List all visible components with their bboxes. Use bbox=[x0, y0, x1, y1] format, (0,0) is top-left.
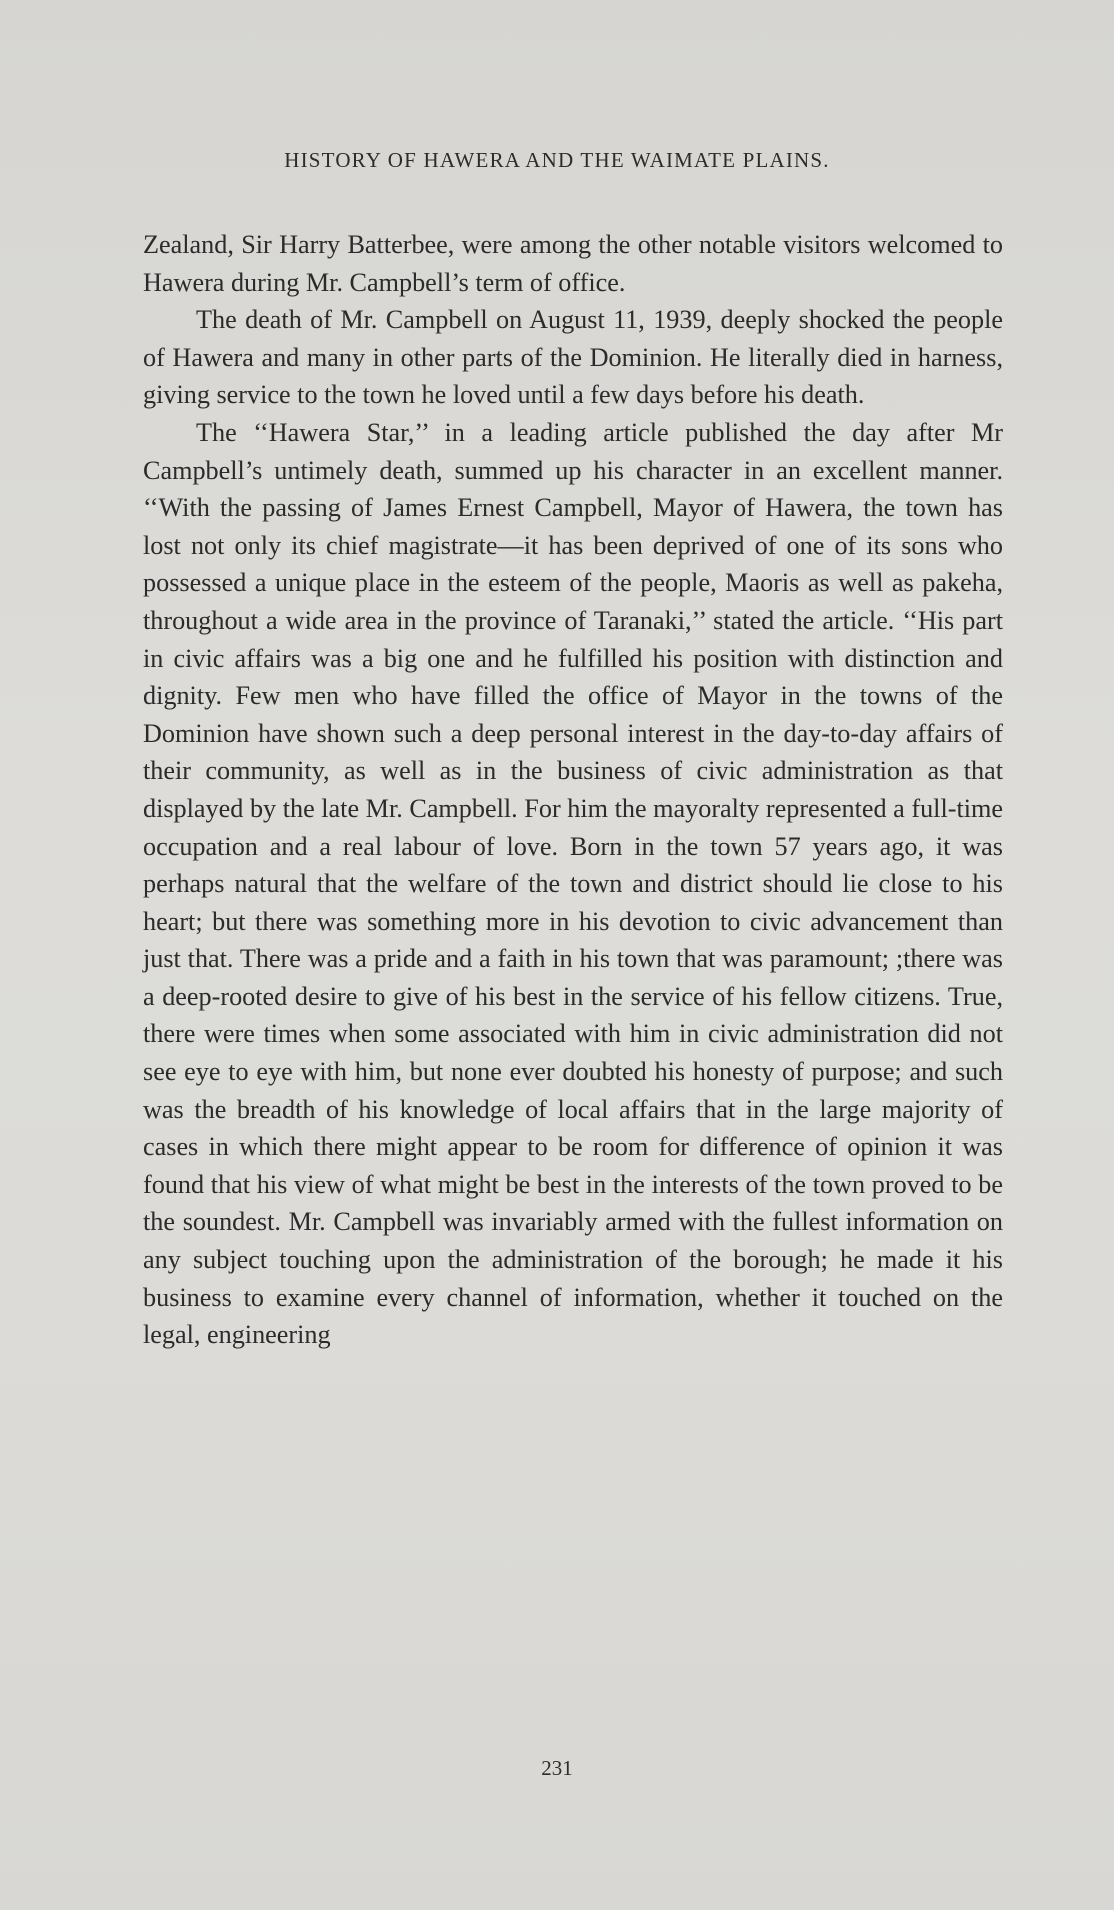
paragraph-hawera-star-tribute: The ‘‘Hawera Star,’’ in a leading article published the day after Mr Campbell’s untimely death, summed up his character in an excellent manner. ‘‘With the passing of James Ernest Campbell, Mayor of Hawera, the town has lost not only its chief magistrate—it has been deprived of one of its sons who possessed a unique place in the esteem of the people, Maoris as well as pakeha, throughout a wide area in the province of Taranaki,’’ stated the article. ‘‘His part in civic affairs was a big one and he fulfilled his position with distinction and dignity. Few men who have filled the office of Mayor in the towns of the Dominion have shown such a deep personal interest in the day-to-day affairs of their community, as well as in the business of civic administration as that displayed by the late Mr. Campbell. For him the mayoralty represented a full-time occupation and a real labour of love. Born in the town 57 years ago, it was perhaps natural that the welfare of the town and district should lie close to his heart; but there was something more in his devotion to civic advancement than just that. There was a pride and a faith in his town that was paramount; ;there was a deep-rooted desire to give of his best in the service of his fellow citizens. True, there were times when some associated with him in civic administration did not see eye to eye with him, but none ever doubted his honesty of purpose; and such was the breadth of his knowledge of local affairs that in the large majority of cases in which there might appear to be room for difference of opinion it was found that his view of what might be best in the interests of the town proved to be the soundest. Mr. Campbell was invariably armed with the fullest information on any subject touching upon the administration of the borough; he made it his business to examine every channel of information, whether it touched on the legal, engineering bbox=[143, 417, 1003, 1350]
paragraph-continuation: Zealand, Sir Harry Batterbee, were among the other notable visitors welcomed to Hawera during Mr. Campbell’s term of office. bbox=[143, 230, 1003, 297]
page-number: 231 bbox=[541, 1756, 573, 1780]
body-text bbox=[143, 226, 1003, 1354]
running-head: HISTORY OF HAWERA AND THE WAIMATE PLAINS. bbox=[284, 148, 830, 172]
paragraph-death-of-campbell: The death of Mr. Campbell on August 11, 1939, deeply shocked the people of Hawera and many in other parts of the Dominion. He literally died in harness, giving service to the town he loved until a few days before his death. bbox=[143, 305, 1003, 410]
